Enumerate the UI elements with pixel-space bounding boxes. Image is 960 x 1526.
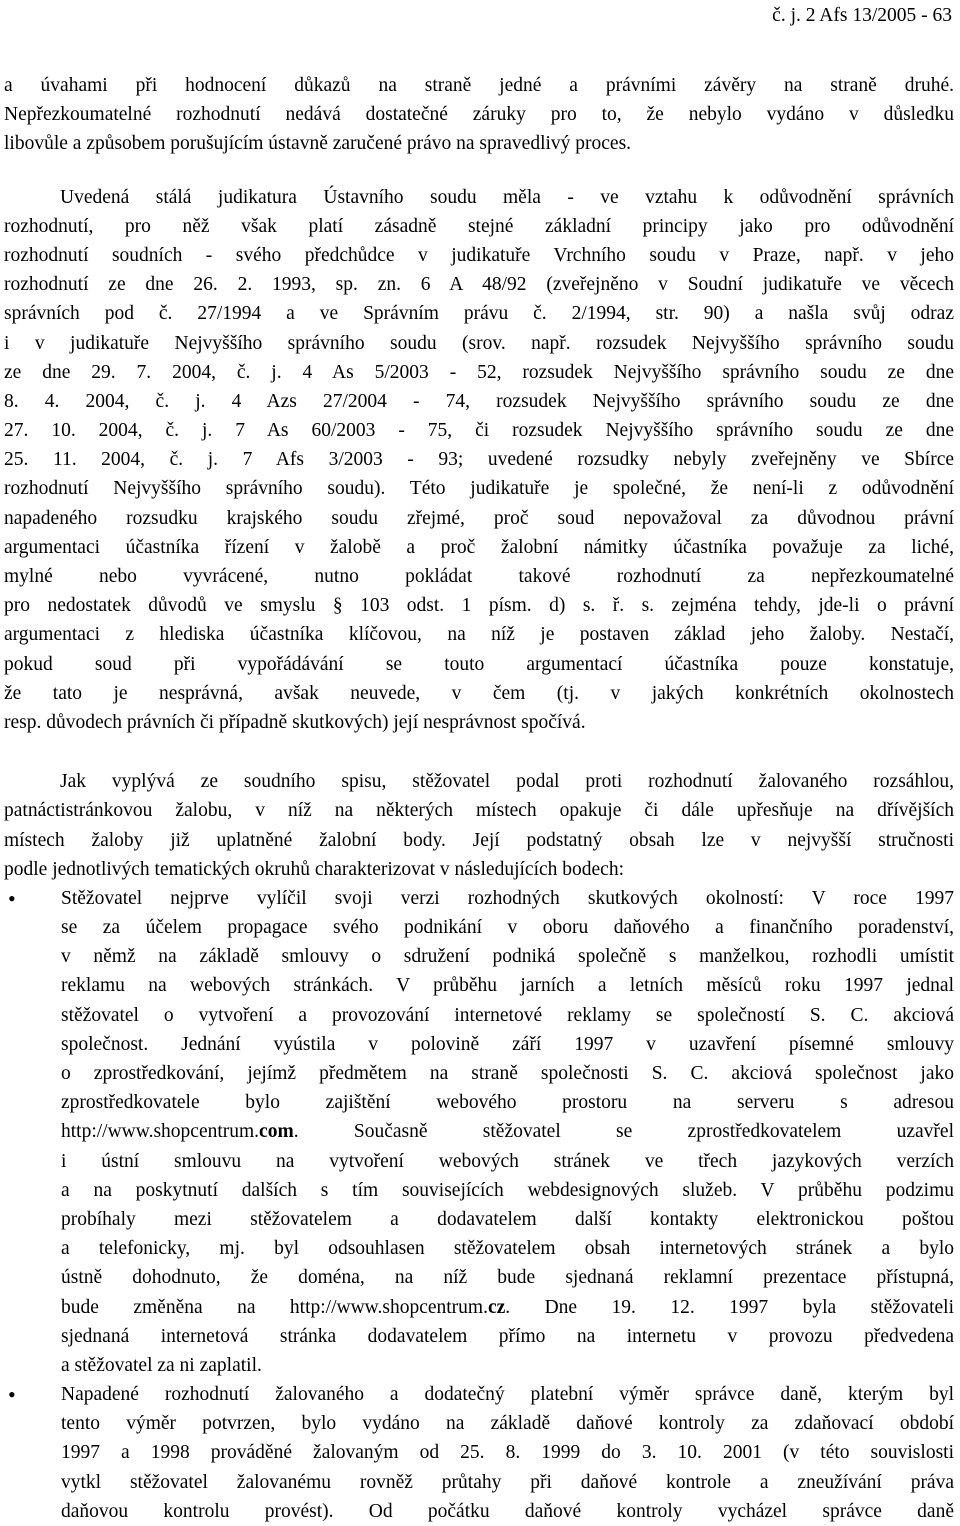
text-line-url [61, 1293, 954, 1322]
text-line: v němž na základě smlouvy o sdružení podniká společně s manželkou, rozhodli umístit [61, 946, 954, 968]
text-line: Uvedená stálá judikatura Ústavního soudu měla - ve vztahu k odůvodnění správních [60, 186, 954, 208]
paragraph-1 [4, 71, 954, 159]
text-line: probíhaly mezi stěžovatelem a dodavatelem další kontakty elektronickou poštou [61, 1208, 954, 1230]
text-line: a stěžovatel za ni zaplatil. [61, 1354, 262, 1376]
text-line: pro nedostatek důvodů ve smyslu § 103 odst. 1 písm. d) s. ř. s. zejména tehdy, jde-li o právní [4, 595, 954, 617]
url-prefix: http://www.shopcentrum. [61, 1121, 260, 1143]
text-line: zprostředkovatele bylo zajištění webového prostoru na serveru s adresou [61, 1092, 954, 1114]
text-line: společnost. Jednání vyústila v polovině září 1997 v uzavření písemné smlouvy [61, 1033, 954, 1055]
text-line: místech žaloby již uplatněné žalobní body. Její podstatný obsah lze v nejvyšší stručnosti [4, 829, 954, 851]
text-line: pokud soud při vypořádávání se touto argumentací účastníka pouze konstatuje, [4, 653, 954, 675]
text-line: argumentaci účastníka řízení v žalobě a proč žalobní námitky účastníka považuje za liché, [4, 536, 954, 558]
paragraph-2 [4, 183, 954, 738]
text-line: rozhodnutí, pro něž však platí zásadně stejné základní principy jako pro odůvodnění [4, 215, 954, 237]
text-line: daňovou kontrolu provést). Od počátku daňové kontroly vycházel správce daně [61, 1500, 954, 1522]
text-line: tento výměr potvrzen, bylo vydáno na základě daňové kontroly za zdaňovací období [61, 1413, 954, 1435]
bullet-item-2 [4, 1380, 954, 1526]
bullet-icon: • [8, 885, 16, 911]
text-line: rozhodnutí ze dne 26. 2. 1993, sp. zn. 6 A 48/92 (zveřejněno v Soudní judikatuře ve věcech [4, 274, 954, 296]
document-body [4, 71, 954, 1526]
text-line: stěžovatel o vytvoření a provozování internetové reklamy se společností S. C. akciová [61, 1004, 954, 1026]
text-line-url [61, 1117, 954, 1146]
text-line: Jak vyplývá ze soudního spisu, stěžovatel podal proti rozhodnutí žalovaného rozsáhlou, [60, 771, 954, 793]
text-line: reklamu na webových stránkách. V průběhu jarních a letních měsíců roku 1997 jednal [61, 975, 954, 997]
text-line: napadeného rozsudku krajského soudu zřejmé, proč soud nepovažoval za důvodnou právní [4, 507, 954, 529]
text-line: 8. 4. 2004, č. j. 4 Azs 27/2004 - 74, rozsudek Nejvyššího správního soudu ze dne [4, 390, 954, 412]
text-line: a úvahami při hodnocení důkazů na straně jedné a právními závěry na straně druhé. [4, 75, 954, 96]
text-line: i v judikatuře Nejvyššího správního soudu (srov. např. rozsudek Nejvyššího správního soudu [4, 332, 954, 354]
text-line: podle jednotlivých tematických okruhů charakterizovat v následujících bodech: [4, 858, 624, 880]
url-suffix: . Dne 19. 12. 1997 byla stěžovateli [505, 1296, 954, 1318]
text-line: správních pod č. 27/1994 a ve Správním právu č. 2/1994, str. 90) a našla svůj odraz [4, 303, 954, 325]
url-bold-tld: cz [487, 1296, 506, 1318]
text-line: argumentaci z hlediska účastníka klíčovou, na níž je postaven základ jeho žaloby. Nestačí, [4, 624, 954, 646]
text-line: vytkl stěžovatel žalovanému rovněž průtahy při daňové kontrole a zneužívání práva [61, 1471, 954, 1493]
text-line: sjednaná internetová stránka dodavatelem přímo na internetu v provozu předvedena [61, 1325, 954, 1347]
text-line: že tato je nesprávná, avšak neuvede, v čem (tj. v jakých konkrétních okolnostech [4, 682, 954, 704]
text-line: 1997 a 1998 prováděné žalovaným od 25. 8. 1999 do 3. 10. 2001 (v této souvislosti [61, 1442, 954, 1464]
text-line: libovůle a způsobem porušujícím ústavně zaručené právo na spravedlivý proces. [4, 133, 632, 155]
text-line: rozhodnutí soudních - svého předchůdce v judikatuře Vrchního soudu v Praze, např. v jeho [4, 244, 954, 266]
url-bold-tld: com [259, 1121, 294, 1143]
text-line: a na poskytnutí dalších s tím souvisejících webdesignových služeb. V průběhu podzimu [61, 1179, 954, 1201]
text-line: 27. 10. 2004, č. j. 7 As 60/2003 - 75, či rozsudek Nejvyššího správního soudu ze dne [4, 420, 954, 442]
text-line: Nepřezkoumatelné rozhodnutí nedává dostatečné záruky pro to, že nebylo vydáno v důsledku [4, 104, 954, 126]
text-line: mylné nebo vyvrácené, nutno pokládat takové rozhodnutí za nepřezkoumatelné [4, 566, 954, 587]
text-line: patnáctistránkovou žalobu, v níž na některých místech opakuje či dále upřesňuje na dřívějších [4, 800, 954, 822]
text-line: Stěžovatel nejprve vylíčil svoji verzi rozhodných skutkových okolností: V roce 1997 [61, 887, 954, 909]
url-suffix: . Současně stěžovatel se zprostředkovatelem uzavřel [293, 1121, 954, 1143]
text-line: i ústní smlouvu na vytvoření webových stránek ve třech jazykových verzích [61, 1150, 954, 1172]
text-line: ústně dohodnuto, že doména, na níž bude sjednaná reklamní prezentace přístupná, [61, 1267, 954, 1289]
text-line: se za účelem propagace svého podnikání v oboru daňového a finančního poradenství, [61, 917, 954, 939]
bullet-icon: • [8, 1382, 16, 1408]
text-line: rozhodnutí Nejvyššího správního soudu). Této judikatuře je společné, že není-li z odůvodnění [4, 478, 954, 500]
text-line: 25. 11. 2004, č. j. 7 Afs 3/2003 - 93; uvedené rozsudky nebyly zveřejněny ve Sbírce [4, 449, 954, 471]
text-line: resp. důvodech právních či případně skutkových) její nesprávnost spočívá. [4, 711, 586, 733]
text-line: Napadené rozhodnutí žalovaného a dodatečný platební výměr správce daně, kterým byl [61, 1384, 954, 1406]
bullet-item-1 [4, 884, 954, 1380]
case-reference-header: č. j. 2 Afs 13/2005 - 63 [772, 5, 952, 26]
text-line: o zprostředkování, jejímž předmětem na straně společnosti S. C. akciová společnost jako [61, 1063, 954, 1084]
text-line: a telefonicky, mj. byl odsouhlasen stěžovatelem obsah internetových stránek a bylo [61, 1238, 954, 1260]
paragraph-3 [4, 767, 954, 884]
url-prefix: bude změněna na http://www.shopcentrum. [61, 1296, 488, 1318]
text-line: ze dne 29. 7. 2004, č. j. 4 As 5/2003 - 52, rozsudek Nejvyššího správního soudu ze dne [4, 361, 954, 383]
